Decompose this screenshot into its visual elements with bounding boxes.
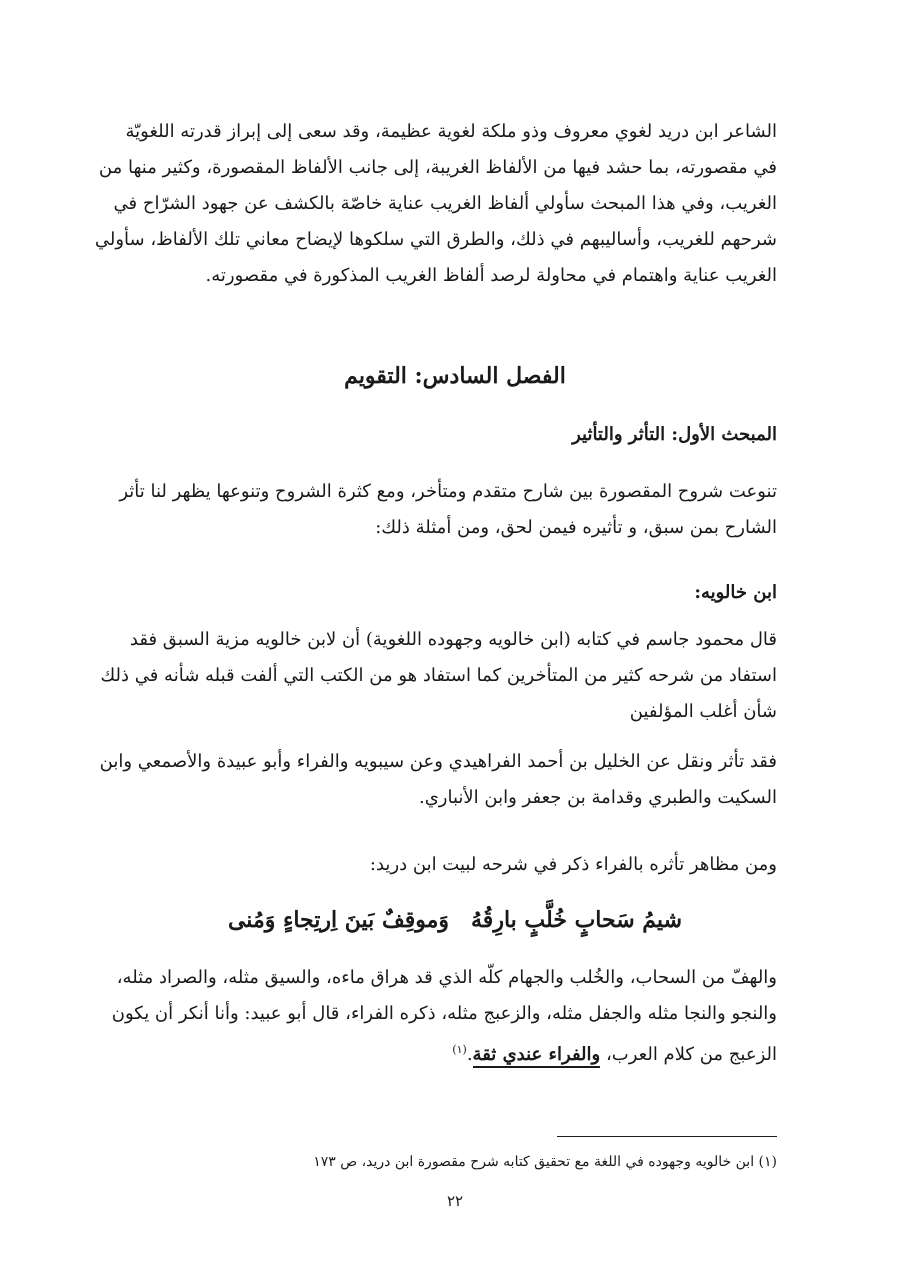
intro-line: الشاعر ابن دريد لغوي معروف وذو ملكة لغوية عظيمة، وقد سعى إلى إبراز قدرته اللغويّة <box>125 121 777 142</box>
section-intro-line: تنوعت شروح المقصورة بين شارح متقدم ومتأخر، ومع كثرة الشروح وتنوعها يظهر لنا تأثر <box>119 481 777 502</box>
intro-paragraph <box>94 114 777 294</box>
poetry-verse <box>0 902 910 938</box>
explanation-line: والنجو والنجا مثله والجفل مثله، والزعبج مثله، ذكره الفراء، قال أبو عبيد: وأنا أنكر أن يكون <box>111 1003 777 1024</box>
footnote-divider <box>557 1136 777 1137</box>
explanation-last-line <box>134 1032 777 1068</box>
footnote-marker: (١) <box>452 1043 467 1056</box>
quote-line: استفاد من شرحه كثير من المتأخرين كما استفاد هو من الكتب التي ألفت قبله شأنه في ذلك <box>100 665 777 686</box>
explanation-line: والهفّ من السحاب، والخُلب والجهام كلّه الذي قد هراق ماءه، والسيق مثله، والصراد مثله، <box>116 967 777 988</box>
sources-line: السكيت والطبري وقدامة بن جعفر وابن الأنباري. <box>418 787 777 808</box>
example-intro: ومن مظاهر تأثره بالفراء ذكر في شرحه لبيت ابن دريد: <box>369 854 777 875</box>
quote-paragraph <box>100 622 777 730</box>
intro-line: شرحهم للغريب، وأساليبهم في ذلك، والطرق التي سلكوها لإيضاح معاني تلك الألفاظ، سأولي <box>94 229 777 250</box>
section-intro-line: الشارح بمن سبق، و تأثيره فيمن لحق، ومن أمثلة ذلك: <box>375 517 777 538</box>
verse-first-hemistich: شيمُ سَحابٍ خُلَّبٍ بارِقُهُ <box>471 907 683 933</box>
section-title: المبحث الأول: التأثر والتأثير <box>572 424 777 445</box>
page-number: ٢٢ <box>446 1192 464 1210</box>
subheading-ibn-khalawayh: ابن خالويه: <box>694 582 777 603</box>
sources-line: فقد تأثر ونقل عن الخليل بن أحمد الفراهيدي وعن سيبويه والفراء وأبو عبيدة والأصمعي وابن <box>99 751 777 772</box>
verse-second-hemistich: وَموقِفٌ بَينَ اِرتِجاءٍ وَمُنى <box>227 907 450 933</box>
quote-line: قال محمود جاسم في كتابه (ابن خالويه وجهوده اللغوية) أن لابن خالويه مزية السبق فقد <box>129 629 777 650</box>
emphasized-statement: والفراء عندي ثقة <box>473 1044 601 1068</box>
section-intro-paragraph <box>119 474 777 546</box>
chapter-title: الفصل السادس: التقويم <box>344 363 566 389</box>
intro-line: في مقصورته، بما حشد فيها من الألفاظ الغريبة، إلى جانب الألفاظ المقصورة، وكثير منها من <box>98 157 777 178</box>
intro-line: الغريب عناية واهتمام في محاولة لرصد ألفاظ الغريب المذكورة في مقصورته. <box>205 265 777 286</box>
sentence-end: . <box>466 1044 473 1065</box>
explanation-paragraph <box>111 960 777 1068</box>
explanation-last-text: الزعبج من كلام العرب، <box>605 1044 777 1065</box>
sources-paragraph <box>99 744 777 816</box>
footnote-text: (١) ابن خالويه وجهوده في اللغة مع تحقيق كتابه شرح مقصورة ابن دريد، ص ١٧٣ <box>313 1154 777 1170</box>
intro-line: الغريب، وفي هذا المبحث سأولي ألفاظ الغريب عناية خاصّة بالكشف عن جهود الشرّاح في <box>113 193 777 214</box>
quote-line: شأن أغلب المؤلفين <box>629 701 777 722</box>
